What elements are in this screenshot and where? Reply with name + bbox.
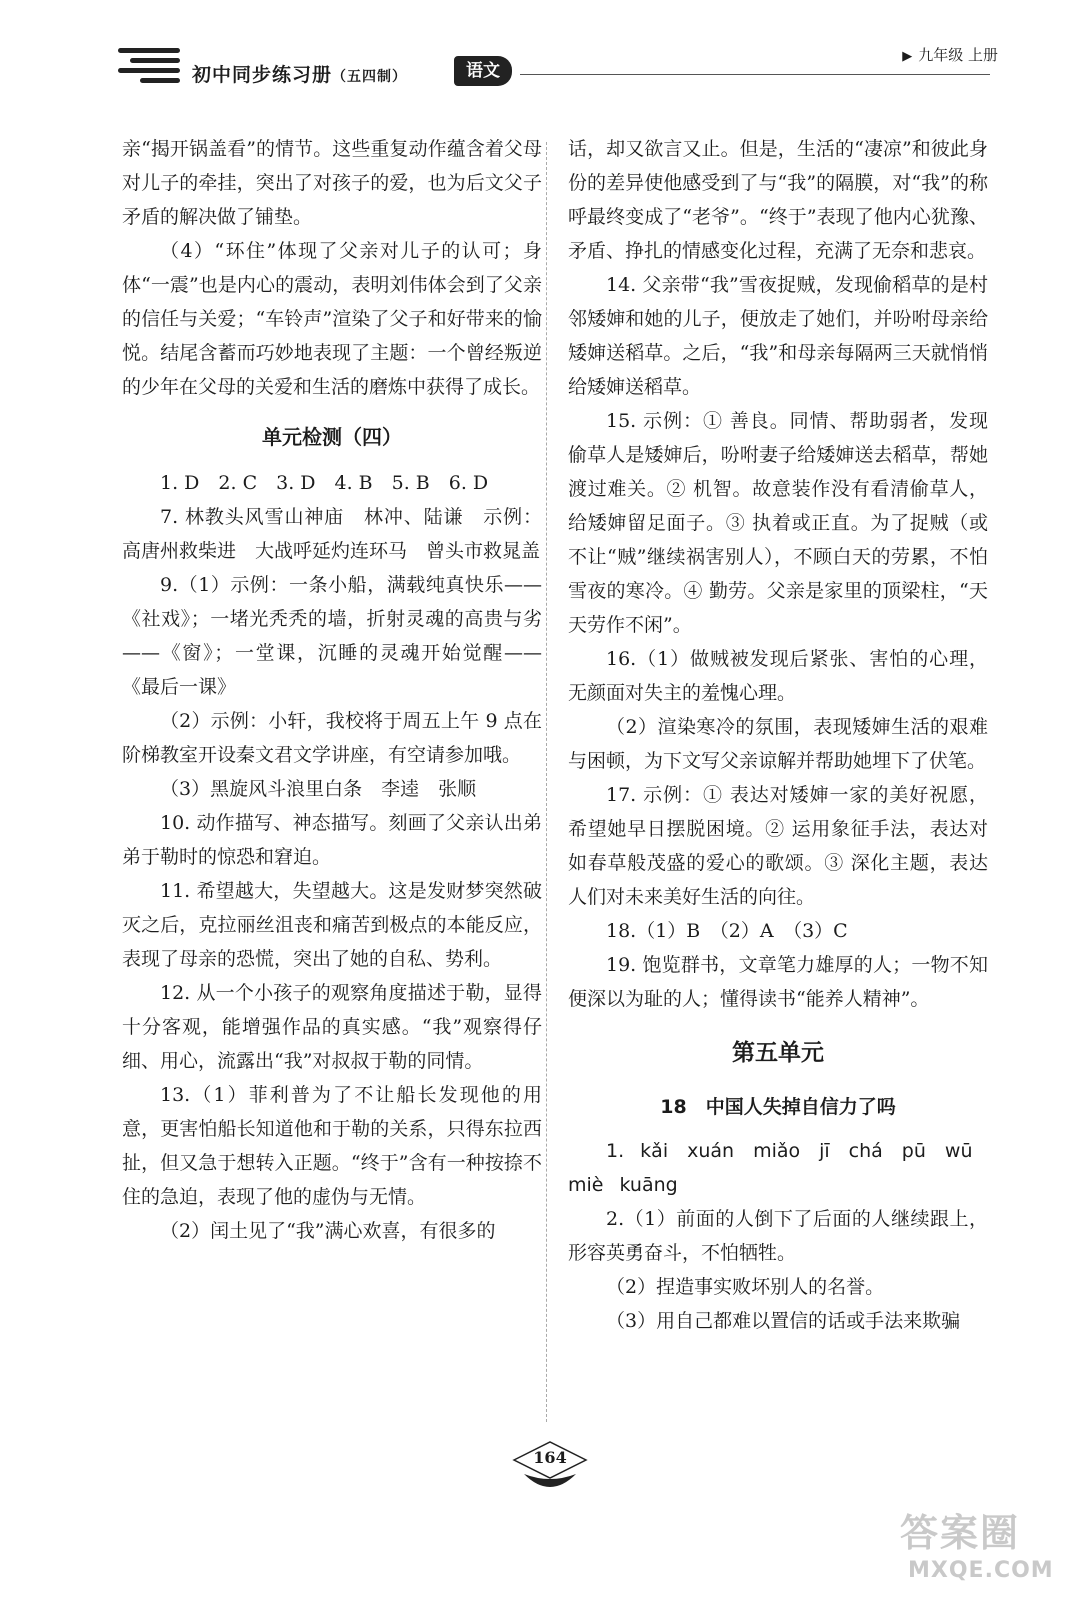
- answer-paragraph: 18.（1）B （2）A （3）C: [606, 920, 848, 942]
- answer-paragraph: （2）捏造事实败坏别人的名誉。: [606, 1276, 885, 1298]
- book-title-text: 初中同步练习册: [192, 64, 333, 86]
- answer-paragraph: 15. 示例：① 善良。同情、帮助弱者，发现偷草人是矮婶后，吩咐妻子给矮婶送去稻草，帮她渡过难关。② 机智。故意装作没有看清偷草人，给矮婶留足面子。③ 执着或正直。为了捉贼（或不让“贼”继续祸害别人），不顾白天的劳累，不怕雪夜的寒冷。④ 勤劳。父亲是家里的顶梁柱，“天天劳作不闲”。: [568, 410, 988, 636]
- answer-paragraph: （2）示例：小轩，我校将于周五上午 9 点在阶梯教室开设秦文君文学讲座，有空请参加哦。: [122, 710, 542, 766]
- book-title: [192, 60, 407, 87]
- play-arrow-icon: ▶: [902, 49, 913, 64]
- answer-paragraph: 2.（1）前面的人倒下了后面的人继续跟上，形容英勇奋斗，不怕牺牲。: [568, 1208, 988, 1264]
- lesson-heading: 18 中国人失掉自信力了吗: [660, 1096, 896, 1118]
- section-heading: 单元检测（四）: [262, 425, 402, 449]
- page-number: [510, 1440, 590, 1494]
- answer-paragraph: 亲“揭开锅盖看”的情节。这些重复动作蕴含着父母对儿子的牵挂，突出了对孩子的爱，也为后文父子矛盾的解决做了铺垫。: [122, 138, 542, 228]
- pinyin-line: 1. kǎi xuán miǎo jī chá pū wū: [606, 1140, 973, 1162]
- answer-paragraph: （3）黑旋风斗浪里白条 李逵 张顺: [160, 778, 477, 800]
- book-logo-icon: [118, 48, 184, 92]
- answer-paragraph: 17. 示例：① 表达对矮婶一家的美好祝愿，希望她早日摆脱困境。② 运用象征手法，表达对如春草般茂盛的爱心的歌颂。③ 深化主题，表达人们对未来美好生活的向往。: [568, 784, 988, 908]
- watermark-cn: 答案圈: [900, 1511, 1021, 1555]
- pinyin-line: miè kuāng: [568, 1174, 678, 1196]
- answer-paragraph: 19. 饱览群书，文章笔力雄厚的人；一物不知便深以为耻的人；懂得读书“能养人精神”。: [568, 954, 988, 1010]
- unit-heading: 第五单元: [732, 1040, 824, 1066]
- answer-paragraph: （4）“环住”体现了父亲对儿子的认可；身体“一震”也是内心的震动，表明刘伟体会到了父亲的信任与关爱；“车铃声”渲染了父子和好带来的愉悦。结尾含蓄而巧妙地表现了主题：一个曾经叛逆的少年在父母的关爱和生活的磨炼中获得了成长。: [122, 240, 542, 398]
- grade-text: 九年级 上册: [918, 46, 998, 64]
- answer-paragraph: 14. 父亲带“我”雪夜捉贼，发现偷稻草的是村邻矮婶和她的儿子，便放走了她们，并吩咐母亲给矮婶送稻草。之后，“我”和母亲每隔两三天就悄悄给矮婶送稻草。: [568, 274, 988, 398]
- answer-paragraph: 1. D 2. C 3. D 4. B 5. B 6. D: [160, 472, 489, 494]
- column-divider: [546, 142, 547, 1422]
- answer-paragraph: 11. 希望越大，失望越大。这是发财梦突然破灭之后，克拉丽丝沮丧和痛苦到极点的本能反应，表现了母亲的恐慌，突出了她的自私、势利。: [122, 880, 542, 970]
- answer-paragraph: 12. 从一个小孩子的观察角度描述于勒，显得十分客观，能增强作品的真实感。“我”观察得仔细、用心，流露出“我”对叔叔于勒的同情。: [122, 982, 542, 1072]
- grade-label: [902, 44, 998, 65]
- answer-paragraph: 7. 林教头风雪山神庙 林冲、陆谦 示例：高唐州救柴进 大战呼延灼连环马 曾头市救晁盖: [122, 506, 542, 562]
- answer-paragraph: 10. 动作描写、神态描写。刻画了父亲认出弟弟于勒时的惊恐和窘迫。: [122, 812, 542, 868]
- header-rule: [520, 74, 990, 75]
- answer-paragraph: 13.（1）菲利普为了不让船长发现他的用意，更害怕船长知道他和于勒的关系，只得东拉西扯，但又急于想转入正题。“终于”含有一种按捺不住的急迫，表现了他的虚伪与无情。: [122, 1084, 542, 1208]
- left-column: [122, 132, 542, 1248]
- answer-paragraph: （3）用自己都难以置信的话或手法来欺骗: [606, 1310, 961, 1332]
- book-edition: （五四制）: [332, 69, 408, 85]
- answer-paragraph: （2）闰土见了“我”满心欢喜，有很多的: [160, 1220, 496, 1242]
- answer-paragraph: （2）渲染寒冷的氛围，表现矮婶生活的艰难与困顿，为下文写父亲谅解并帮助她埋下了伏笔。: [568, 716, 988, 772]
- watermark-en: MXQE.COM: [908, 1558, 1054, 1583]
- page-header: [118, 44, 998, 94]
- page-number-text: 164: [533, 1448, 567, 1467]
- answer-paragraph: 16.（1）做贼被发现后紧张、害怕的心理，无颜面对失主的羞愧心理。: [568, 648, 988, 704]
- subject-badge: 语文: [454, 56, 512, 86]
- watermark: [900, 1502, 1060, 1592]
- answer-paragraph: 9.（1）示例：一条小船，满载纯真快乐——《社戏》；一堵光秃秃的墙，折射灵魂的高贵与劣——《窗》；一堂课，沉睡的灵魂开始觉醒——《最后一课》: [122, 574, 542, 698]
- right-column: [568, 132, 988, 1338]
- answer-paragraph: 话，却又欲言又止。但是，生活的“凄凉”和彼此身份的差异使他感受到了与“我”的隔膜，对“我”的称呼最终变成了“老爷”。“终于”表现了他内心犹豫、矛盾、挣扎的情感变化过程，充满了无奈和悲哀。: [568, 138, 988, 262]
